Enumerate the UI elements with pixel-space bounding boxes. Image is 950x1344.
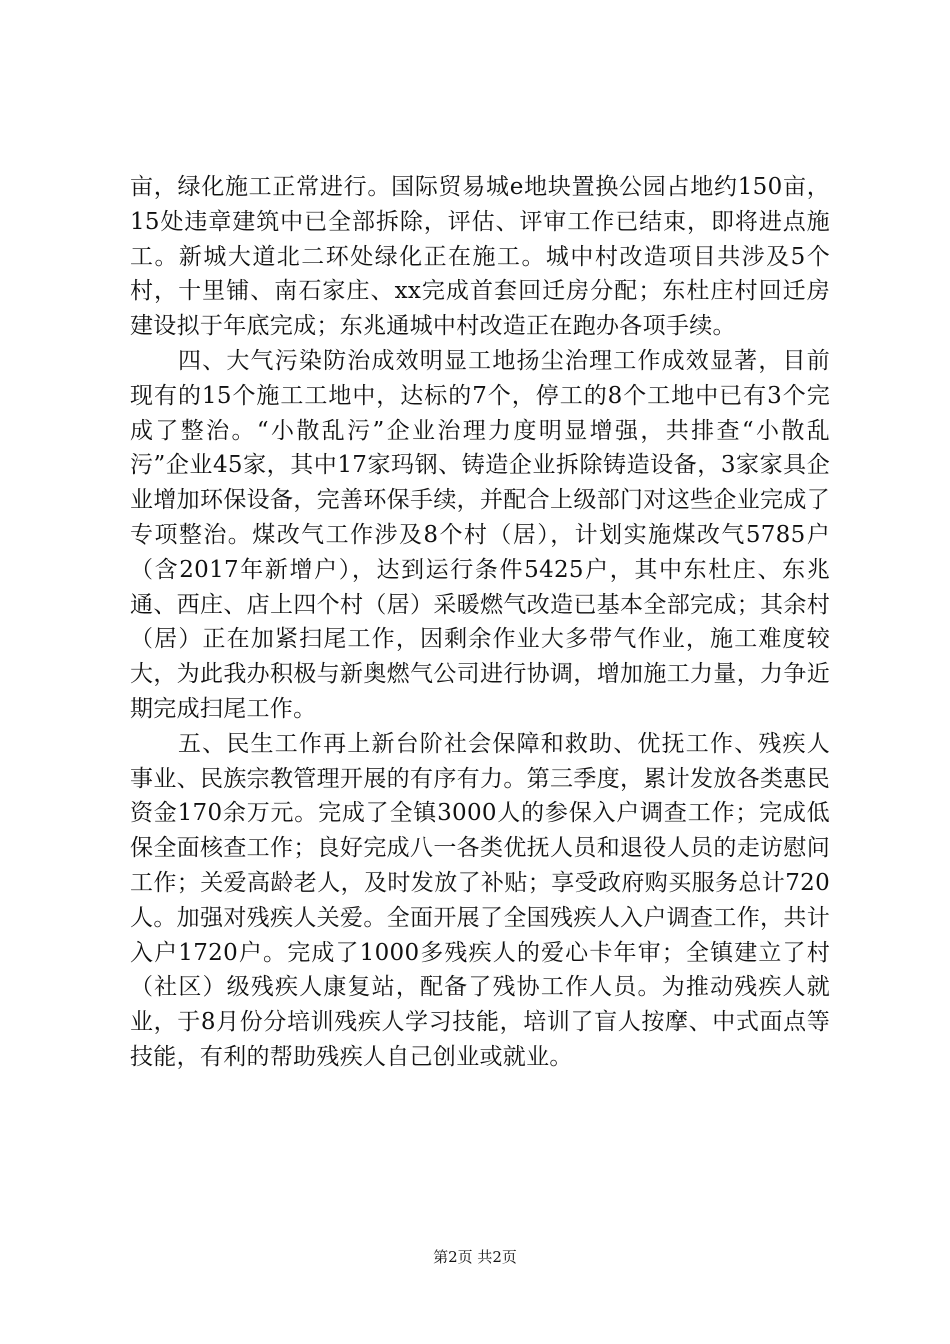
- paragraph-livelihood-work: 五、民生工作再上新台阶社会保障和救助、优抚工作、残疾人事业、民族宗教管理开展的有序有力。第三季度，累计发放各类惠民资金170余万元。完成了全镇3000人的参保入户调查工作；完成低保全面核查工作；良好完成八一各类优抚人员和退役人员的走访慰问工作；关爱高龄老人，及时发放了补贴；享受政府购买服务总计720人。加强对残疾人关爱。全面开展了全国残疾人入户调查工作，共计入户1720户。完成了1000多残疾人的爱心卡年审；全镇建立了村（社区）级残疾人康复站，配备了残协工作人员。为推动残疾人就业，于8月份分培训残疾人学习技能，培训了盲人按摩、中式面点等技能，有利的帮助残疾人自己创业或就业。: [130, 730, 830, 1070]
- document-body: [130, 170, 830, 1075]
- paragraph-greening-and-village-renovation: 亩，绿化施工正常进行。国际贸易城e地块置换公园占地约150亩，15处违章建筑中已全部拆除，评估、评审工作已结束，即将进点施工。新城大道北二环处绿化正在施工。城中村改造项目共涉及5个村，十里铺、南石家庄、xx完成首套回迁房分配；东杜庄村回迁房建设拟于年底完成；东兆通城中村改造正在跑办各项手续。: [130, 174, 830, 340]
- paragraph-air-pollution-control: 四、大气污染防治成效明显工地扬尘治理工作成效显著，目前现有的15个施工工地中，达标的7个，停工的8个工地中已有3个完成了整治。“小散乱污”企业治理力度明显增强，共排查“小散乱污”企业45家，其中17家玛钢、铸造企业拆除铸造设备，3家家具企业增加环保设备，完善环保手续，并配合上级部门对这些企业完成了专项整治。煤改气工作涉及8个村（居），计划实施煤改气5785户（含2017年新增户），达到运行条件5425户，其中东杜庄、东兆通、西庄、店上四个村（居）采暖燃气改造已基本全部完成；其余村（居）正在加紧扫尾工作，因剩余作业大多带气作业，施工难度较大，为此我办积极与新奥燃气公司进行协调，增加施工力量，力争近期完成扫尾工作。: [130, 347, 830, 722]
- page-number-footer: 第2页 共2页: [433, 1248, 517, 1266]
